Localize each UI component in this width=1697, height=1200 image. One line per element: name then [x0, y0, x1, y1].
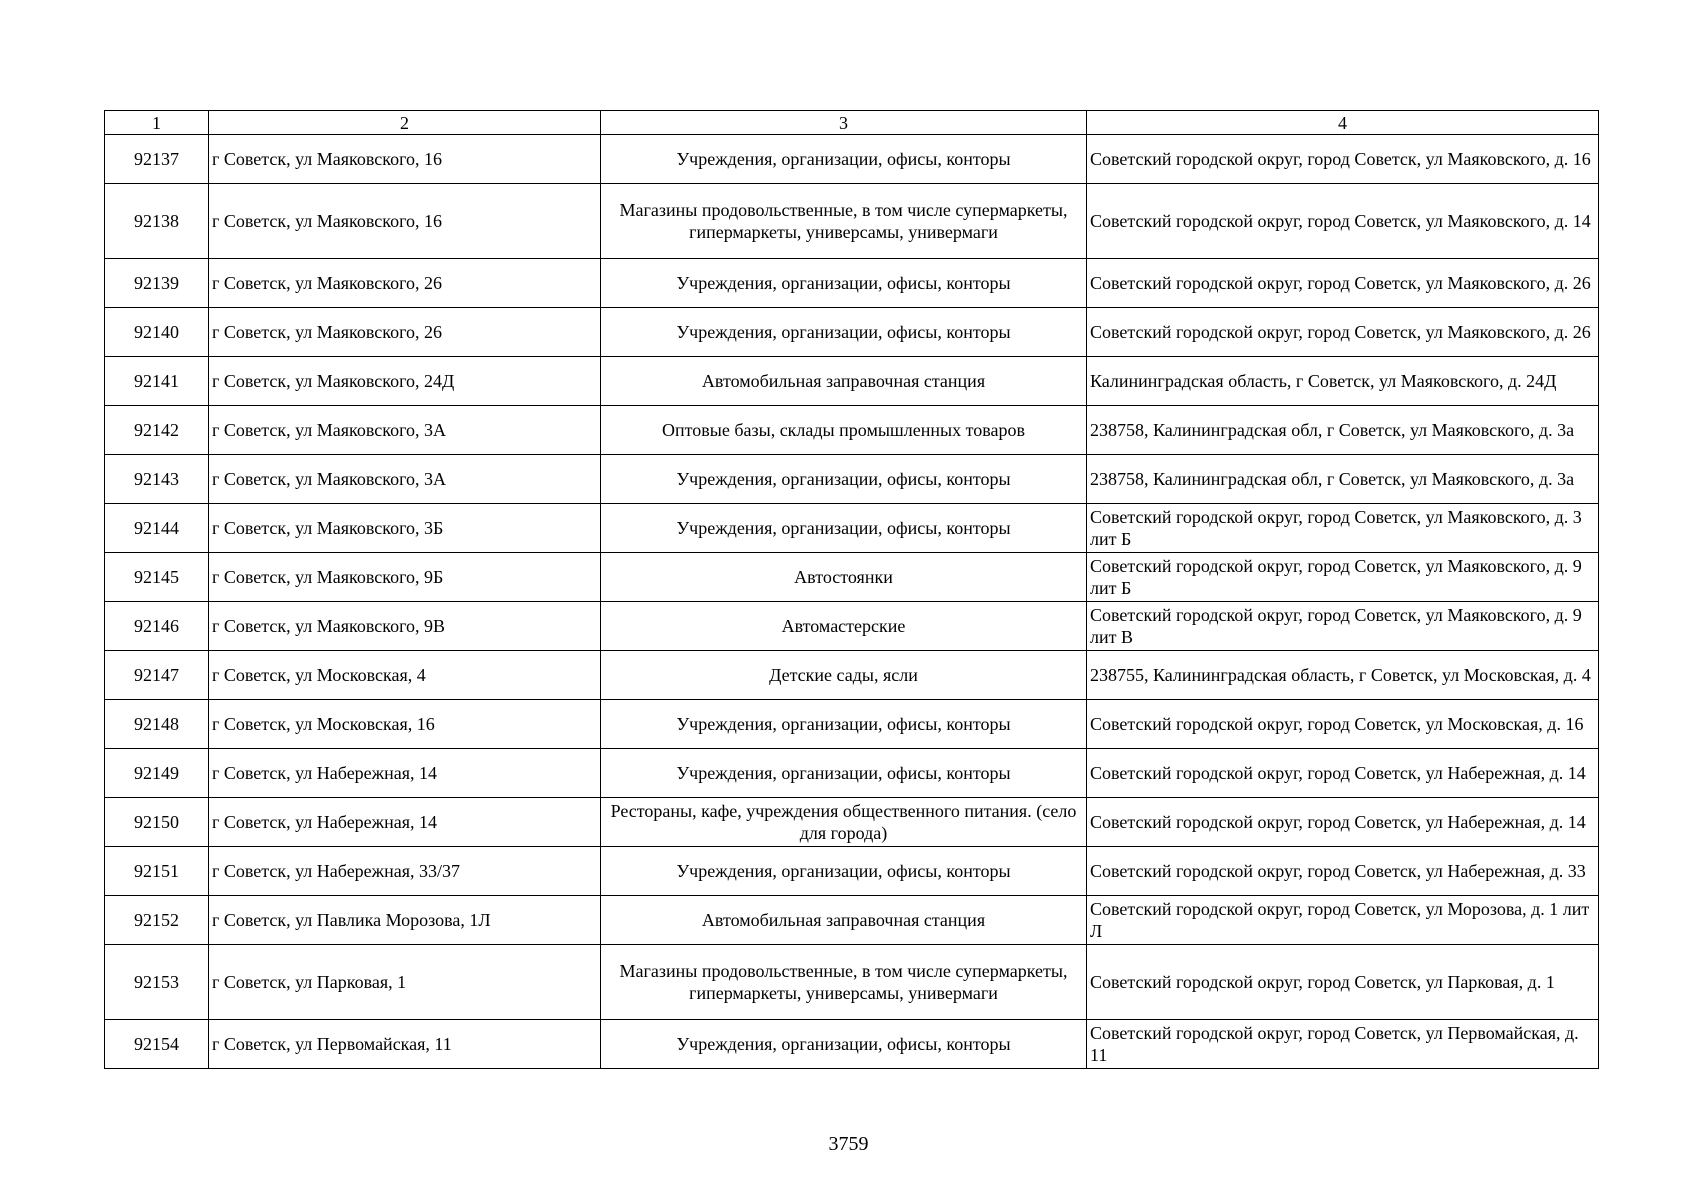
row-address: г Советск, ул Маяковского, 3А	[209, 455, 601, 504]
row-object-type: Учреждения, организации, офисы, конторы	[601, 504, 1087, 553]
row-address: г Советск, ул Набережная, 14	[209, 798, 601, 847]
table-row	[105, 259, 1599, 308]
row-object-type: Магазины продовольственные, в том числе супермаркеты, гипермаркеты, универсамы, универмаги	[601, 184, 1087, 259]
row-id: 92149	[105, 749, 209, 798]
row-address: г Советск, ул Набережная, 33/37	[209, 847, 601, 896]
row-object-type: Рестораны, кафе, учреждения общественного питания. (село для города)	[601, 798, 1087, 847]
row-object-type: Учреждения, организации, офисы, конторы	[601, 1020, 1087, 1069]
row-location: Советский городской округ, город Советск, ул Набережная, д. 14	[1087, 749, 1599, 798]
row-object-type: Учреждения, организации, офисы, конторы	[601, 259, 1087, 308]
row-location: 238758, Калининградская обл, г Советск, ул Маяковского, д. 3а	[1087, 406, 1599, 455]
row-object-type: Учреждения, организации, офисы, конторы	[601, 455, 1087, 504]
table-row	[105, 184, 1599, 259]
table-row	[105, 406, 1599, 455]
column-header-3: 3	[601, 111, 1087, 135]
row-id: 92146	[105, 602, 209, 651]
row-id: 92144	[105, 504, 209, 553]
row-address: г Советск, ул Московская, 4	[209, 651, 601, 700]
row-object-type: Автомастерские	[601, 602, 1087, 651]
row-address: г Советск, ул Маяковского, 9В	[209, 602, 601, 651]
row-address: г Советск, ул Маяковского, 3Б	[209, 504, 601, 553]
table-row	[105, 896, 1599, 945]
table-row	[105, 553, 1599, 602]
row-location: Советский городской округ, город Советск, ул Маяковского, д. 9 лит В	[1087, 602, 1599, 651]
row-object-type: Оптовые базы, склады промышленных товаров	[601, 406, 1087, 455]
row-location: Калининградская область, г Советск, ул Маяковского, д. 24Д	[1087, 357, 1599, 406]
row-id: 92154	[105, 1020, 209, 1069]
row-address: г Советск, ул Маяковского, 26	[209, 308, 601, 357]
row-id: 92138	[105, 184, 209, 259]
row-object-type: Учреждения, организации, офисы, конторы	[601, 700, 1087, 749]
row-id: 92147	[105, 651, 209, 700]
table-row	[105, 847, 1599, 896]
row-id: 92150	[105, 798, 209, 847]
row-id: 92148	[105, 700, 209, 749]
row-location: Советский городской округ, город Советск, ул Маяковского, д. 3 лит Б	[1087, 504, 1599, 553]
row-object-type: Учреждения, организации, офисы, конторы	[601, 308, 1087, 357]
row-location: Советский городской округ, город Советск, ул Первомайская, д. 11	[1087, 1020, 1599, 1069]
table-row	[105, 602, 1599, 651]
column-header-1: 1	[105, 111, 209, 135]
row-location: Советский городской округ, город Советск, ул Маяковского, д. 9 лит Б	[1087, 553, 1599, 602]
table-row	[105, 945, 1599, 1020]
row-id: 92143	[105, 455, 209, 504]
row-location: Советский городской округ, город Советск, ул Маяковского, д. 16	[1087, 135, 1599, 184]
column-header-2: 2	[209, 111, 601, 135]
table-row	[105, 1020, 1599, 1069]
row-address: г Советск, ул Маяковского, 9Б	[209, 553, 601, 602]
table-row	[105, 749, 1599, 798]
row-address: г Советск, ул Маяковского, 3А	[209, 406, 601, 455]
row-id: 92145	[105, 553, 209, 602]
row-id: 92141	[105, 357, 209, 406]
row-address: г Советск, ул Маяковского, 16	[209, 184, 601, 259]
row-address: г Советск, ул Московская, 16	[209, 700, 601, 749]
row-id: 92137	[105, 135, 209, 184]
row-location: Советский городской округ, город Советск, ул Набережная, д. 33	[1087, 847, 1599, 896]
table-row	[105, 651, 1599, 700]
row-object-type: Автомобильная заправочная станция	[601, 357, 1087, 406]
row-location: 238755, Калининградская область, г Советск, ул Московская, д. 4	[1087, 651, 1599, 700]
row-address: г Советск, ул Набережная, 14	[209, 749, 601, 798]
row-location: Советский городской округ, город Советск, ул Маяковского, д. 26	[1087, 308, 1599, 357]
row-object-type: Магазины продовольственные, в том числе супермаркеты, гипермаркеты, универсамы, универмаги	[601, 945, 1087, 1020]
row-address: г Советск, ул Маяковского, 26	[209, 259, 601, 308]
row-object-type: Учреждения, организации, офисы, конторы	[601, 847, 1087, 896]
table-row	[105, 504, 1599, 553]
table-row	[105, 798, 1599, 847]
table-row	[105, 308, 1599, 357]
row-id: 92140	[105, 308, 209, 357]
row-location: Советский городской округ, город Советск, ул Морозова, д. 1 лит Л	[1087, 896, 1599, 945]
row-id: 92139	[105, 259, 209, 308]
row-location: Советский городской округ, город Советск, ул Маяковского, д. 26	[1087, 259, 1599, 308]
table-row	[105, 135, 1599, 184]
table-row	[105, 357, 1599, 406]
row-address: г Советск, ул Маяковского, 24Д	[209, 357, 601, 406]
column-header-4: 4	[1087, 111, 1599, 135]
page-number: 3759	[828, 1133, 869, 1155]
row-id: 92152	[105, 896, 209, 945]
row-id: 92153	[105, 945, 209, 1020]
row-address: г Советск, ул Парковая, 1	[209, 945, 601, 1020]
row-id: 92151	[105, 847, 209, 896]
row-location: Советский городской округ, город Советск, ул Парковая, д. 1	[1087, 945, 1599, 1020]
table-header-row	[105, 111, 1599, 135]
row-location: Советский городской округ, город Советск, ул Набережная, д. 14	[1087, 798, 1599, 847]
row-address: г Советск, ул Маяковского, 16	[209, 135, 601, 184]
row-object-type: Учреждения, организации, офисы, конторы	[601, 749, 1087, 798]
row-location: 238758, Калининградская обл, г Советск, ул Маяковского, д. 3а	[1087, 455, 1599, 504]
row-object-type: Детские сады, ясли	[601, 651, 1087, 700]
row-address: г Советск, ул Павлика Морозова, 1Л	[209, 896, 601, 945]
row-location: Советский городской округ, город Советск, ул Московская, д. 16	[1087, 700, 1599, 749]
table-row	[105, 455, 1599, 504]
row-location: Советский городской округ, город Советск, ул Маяковского, д. 14	[1087, 184, 1599, 259]
row-object-type: Автомобильная заправочная станция	[601, 896, 1087, 945]
row-object-type: Автостоянки	[601, 553, 1087, 602]
table-row	[105, 700, 1599, 749]
row-id: 92142	[105, 406, 209, 455]
row-address: г Советск, ул Первомайская, 11	[209, 1020, 601, 1069]
registry-table	[104, 110, 1599, 1069]
row-object-type: Учреждения, организации, офисы, конторы	[601, 135, 1087, 184]
